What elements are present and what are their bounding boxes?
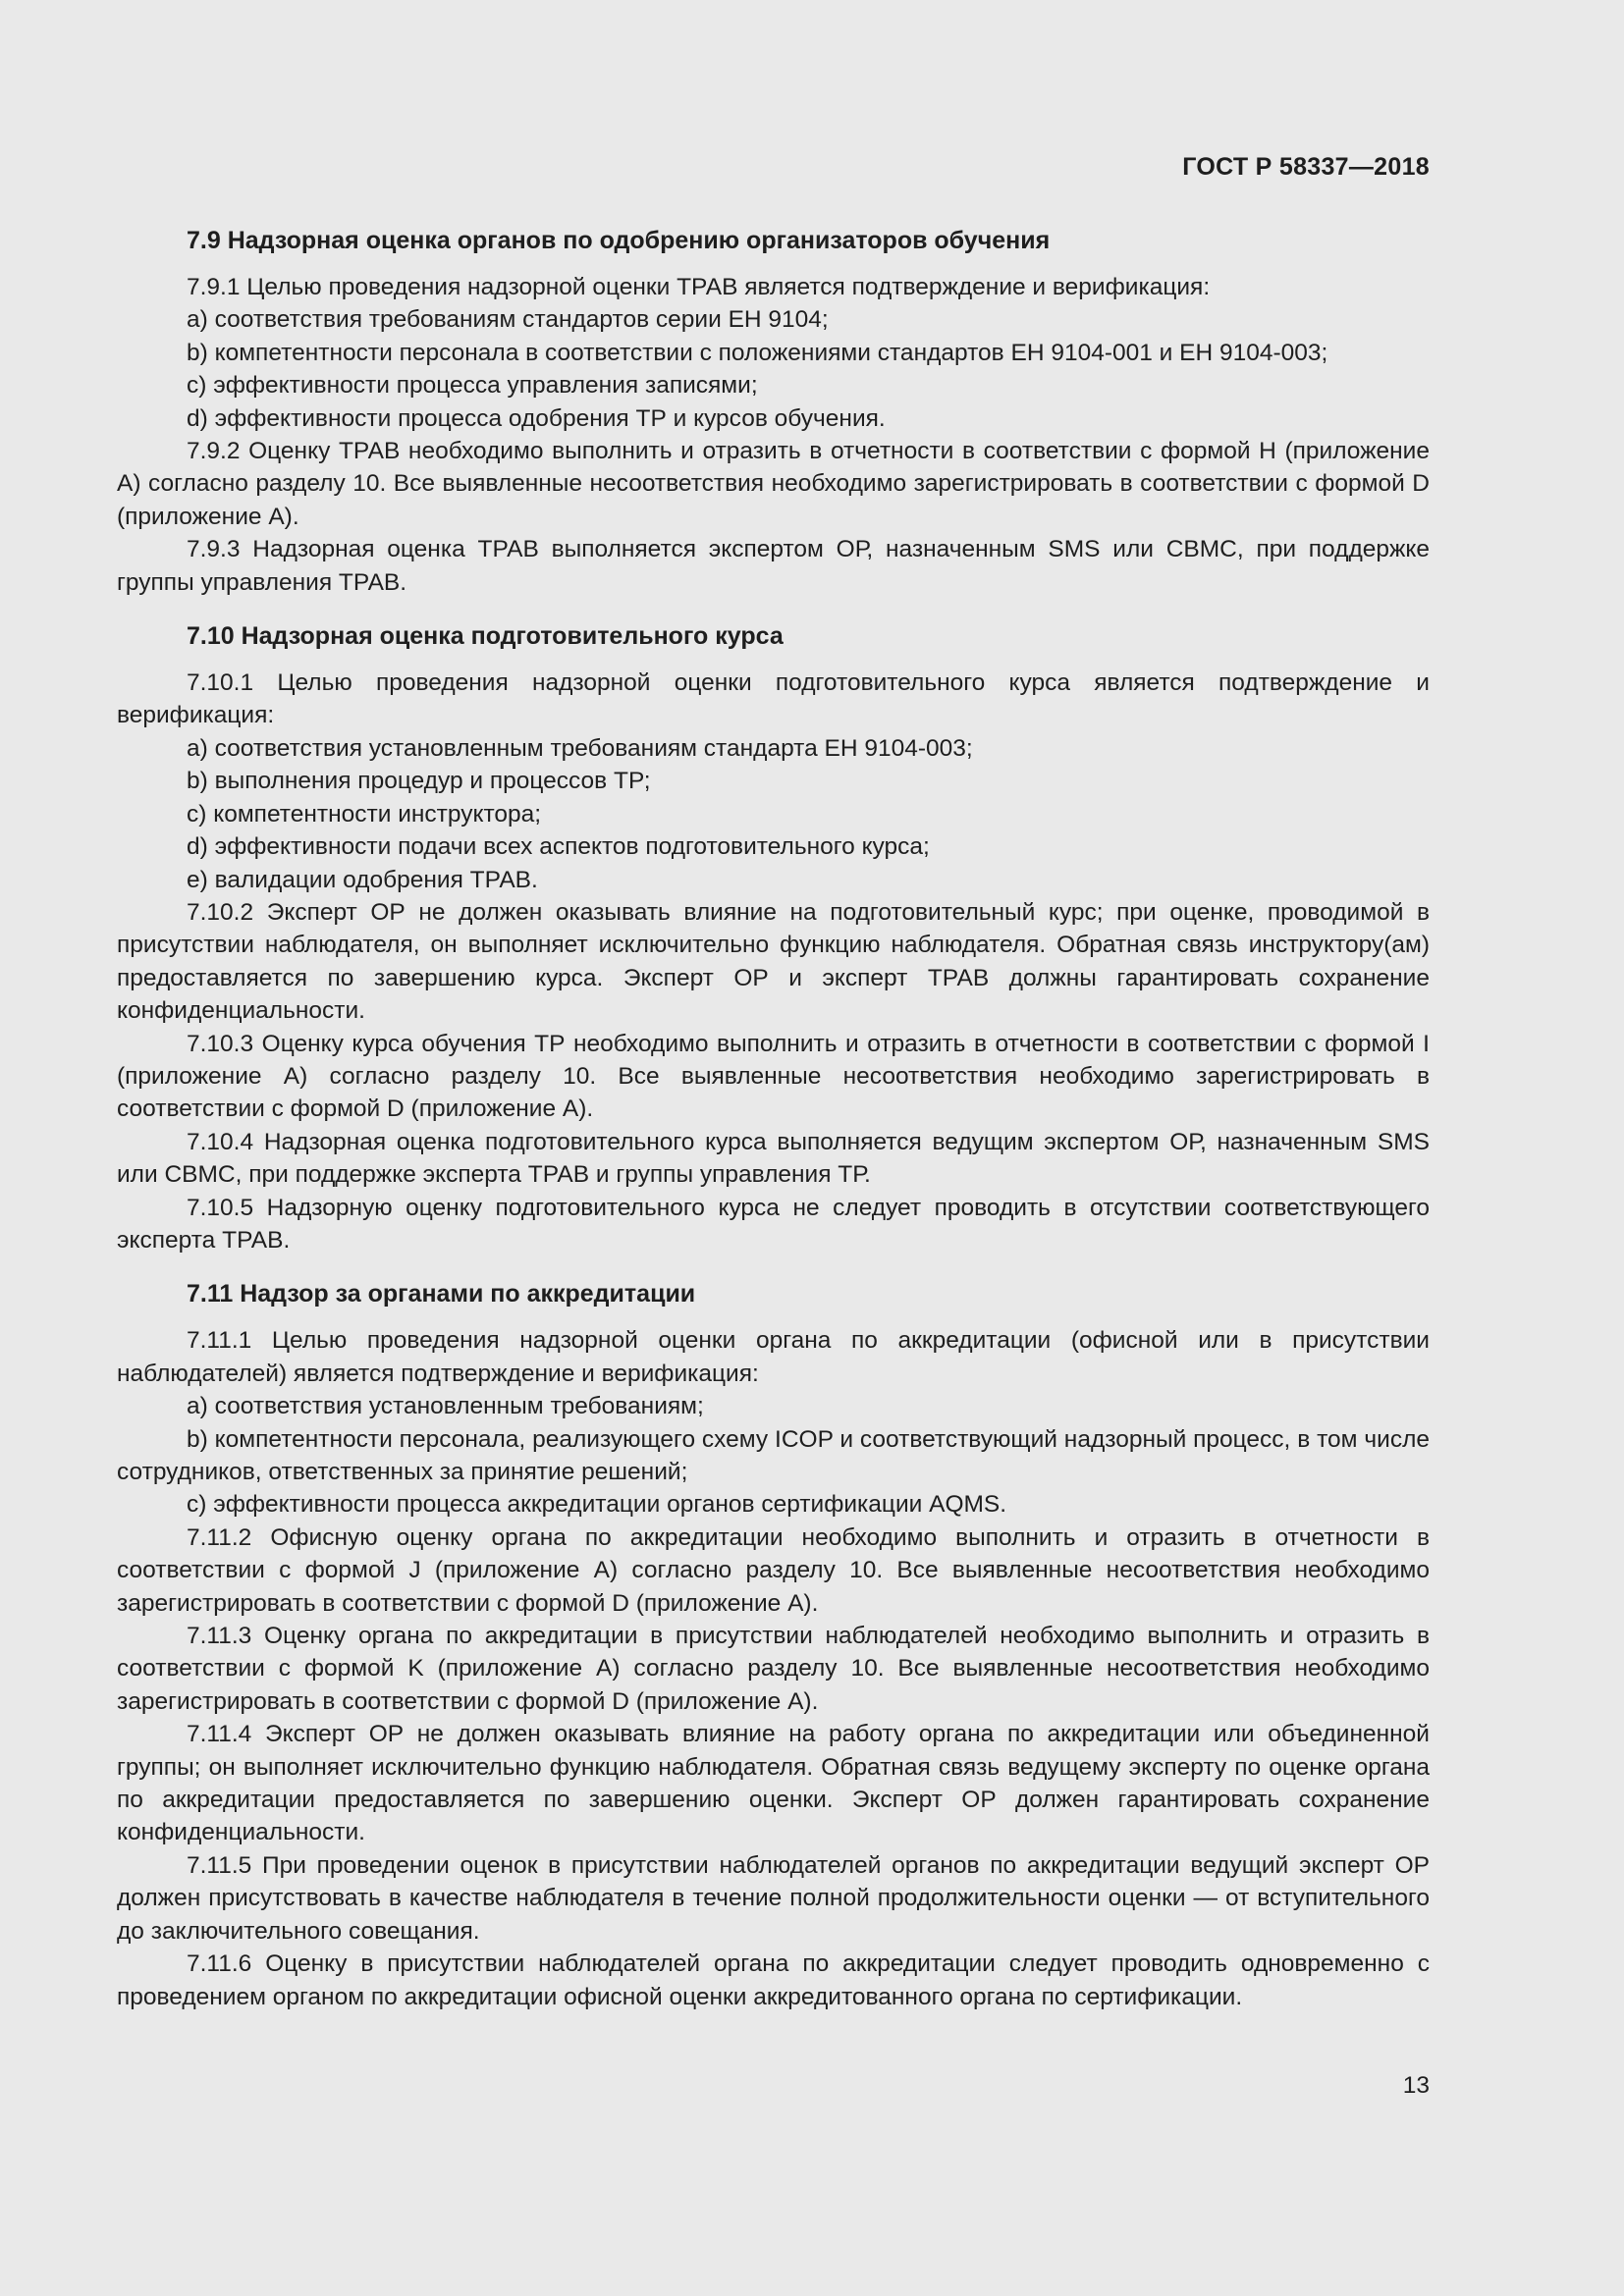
paragraph: 7.11.3 Оценку органа по аккредитации в присутствии наблюдателей необходимо выполнить и отразить в соответствии с формой K (приложение А) согласно разделу 10. Все выявленные несоответствия необходимо зарегистрировать в соответствии с формой D (приложение А). <box>117 1623 1430 1715</box>
paragraph: 7.9.1 Целью проведения надзорной оценки ТРАВ является подтверждение и верификация: <box>187 274 1211 300</box>
paragraph: 7.10.4 Надзорная оценка подготовительного курса выполняется ведущим экспертом ОР, назначенным SMS или CBMC, при поддержке эксперта ТРАВ и группы управления ТР. <box>117 1128 1430 1189</box>
list-item: b) выполнения процедур и процессов ТР; <box>187 768 651 795</box>
paragraph: 7.10.2 Эксперт ОР не должен оказывать влияние на подготовительный курс; при оценке, проводимой в присутствии наблюдателя, он выполняет исключительно функцию наблюдателя. Обратная связь инструктору(ам) предоставляется по завершению курса. Эксперт ОР и эксперт ТРАВ должны гарантировать сохранение конфиденциальности. <box>117 898 1430 1025</box>
list-item: d) эффективности процесса одобрения ТР и курсов обучения. <box>187 404 886 432</box>
paragraph: 7.9.3 Надзорная оценка ТРАВ выполняется экспертом ОР, назначенным SMS или CBMC, при поддержке группы управления ТРАВ. <box>117 536 1430 596</box>
paragraph: 7.10.1 Целью проведения надзорной оценки подготовительного курса является подтверждение и верификация: <box>117 669 1430 729</box>
list-item: b) компетентности персонала, реализующего схему ICOP и соответствующий надзорный процесс, в том числе сотрудников, ответственных за принятие решений; <box>117 1425 1430 1485</box>
section-heading: 7.11 Надзор за органами по аккредитации <box>187 1280 696 1308</box>
list-item: a) соответствия требованиям стандартов серии ЕН 9104; <box>187 306 829 334</box>
page-number: 13 <box>1402 2072 1430 2099</box>
list-item: a) соответствия установленным требованиям; <box>187 1393 704 1420</box>
paragraph: 7.11.6 Оценку в присутствии наблюдателей органа по аккредитации следует проводить одновременно с проведением органом по аккредитации офисной оценки аккредитованного органа по сертификации. <box>117 1950 1430 2010</box>
paragraph: 7.11.5 При проведении оценок в присутствии наблюдателей органов по аккредитации ведущий эксперт ОР должен присутствовать в качестве наблюдателя в течение полной продолжительности оценки — от вступительного до заключительного совещания. <box>117 1851 1430 1945</box>
paragraph: 7.10.5 Надзорную оценку подготовительного курса не следует проводить в отсутствии соответствующего эксперта ТРАВ. <box>117 1194 1430 1254</box>
list-item: b) компетентности персонала в соответствии с положениями стандартов ЕН 9104-001 и ЕН 9104-003; <box>187 339 1328 366</box>
document-code-header: ГОСТ Р 58337—2018 <box>1182 153 1430 181</box>
section-heading: 7.9 Надзорная оценка органов по одобрению организаторов обучения <box>187 227 1051 254</box>
paragraph: 7.9.2 Оценку ТРАВ необходимо выполнить и отразить в отчетности в соответствии с формой Н (приложение А) согласно разделу 10. Все выявленные несоответствия необходимо зарегистрировать в соответствии с формой D (приложение А). <box>117 438 1430 530</box>
list-item: e) валидации одобрения ТРАВ. <box>187 866 538 893</box>
paragraph: 7.11.1 Целью проведения надзорной оценки органа по аккредитации (офисной или в присутствии наблюдателей) является подтверждение и верификация: <box>117 1327 1430 1387</box>
list-item: d) эффективности подачи всех аспектов подготовительного курса; <box>187 833 930 861</box>
page-content <box>117 225 1430 2013</box>
paragraph: 7.11.2 Офисную оценку органа по аккредитации необходимо выполнить и отразить в отчетности в соответствии с формой J (приложение А) согласно разделу 10. Все выявленные несоответствия необходимо зарегистрировать в соответствии с формой D (приложение А). <box>117 1523 1430 1617</box>
paragraph: 7.11.4 Эксперт ОР не должен оказывать влияние на работу органа по аккредитации или объединенной группы; он выполняет исключительно функцию наблюдателя. Обратная связь ведущему эксперту по оценке органа по аккредитации предоставляется по завершению оценки. Эксперт ОР должен гарантировать сохранение конфиденциальности. <box>117 1721 1430 1846</box>
list-item: c) эффективности процесса аккредитации органов сертификации AQMS. <box>187 1491 1007 1519</box>
list-item: c) компетентности инструктора; <box>187 800 542 828</box>
list-item: a) соответствия установленным требованиям стандарта ЕН 9104-003; <box>187 734 973 762</box>
paragraph: 7.10.3 Оценку курса обучения ТР необходимо выполнить и отразить в отчетности в соответствии с формой I (приложение А) согласно разделу 10. Все выявленные несоответствия необходимо зарегистрировать в соответствии с формой D (приложение А). <box>117 1030 1430 1123</box>
list-item: c) эффективности процесса управления записями; <box>187 372 758 400</box>
section-heading: 7.10 Надзорная оценка подготовительного курса <box>187 622 784 651</box>
